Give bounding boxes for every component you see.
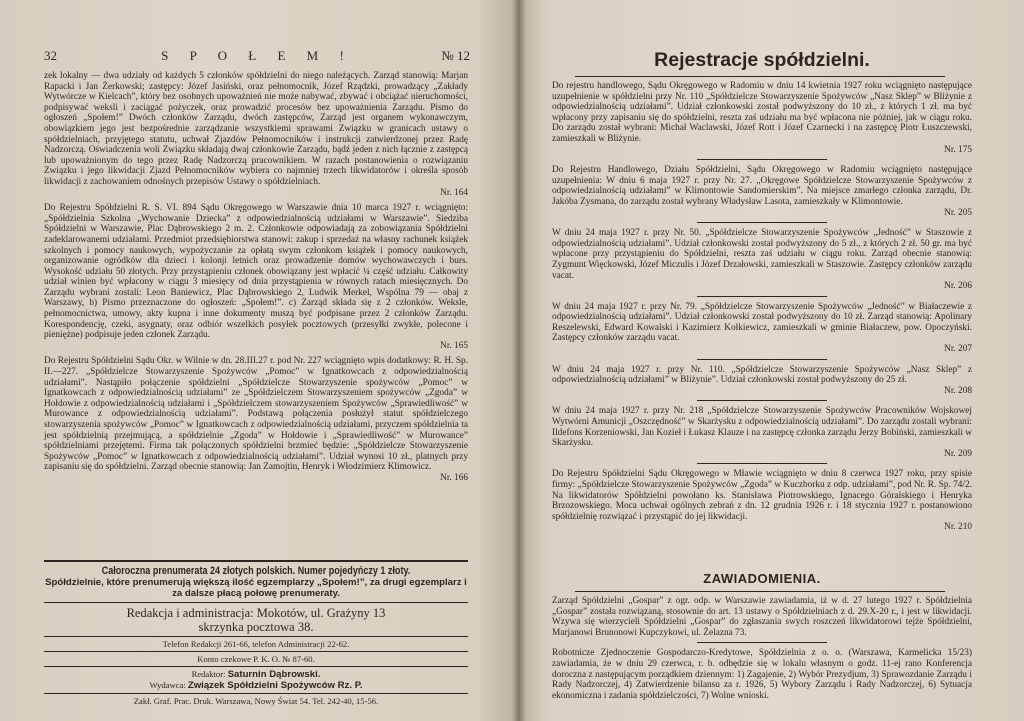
page-title: Rejestracje spółdzielni. — [654, 49, 870, 71]
account-line: Konto czekowe P. K. O. № 87-60. — [44, 651, 468, 664]
editorial-address: Redakcja i administracja: Mokotów, ul. Grażyny 13 — [126, 606, 386, 620]
publisher-name: Związek Spółdzielni Spożywców Rz. P. — [187, 680, 363, 691]
subscription-heading: Całoroczna prenumerata 24 złotych polskich. Numer pojedyńczy 1 złoty. — [101, 565, 411, 577]
left-page-header — [44, 48, 470, 66]
entry-text: Do Rejestru Spółdzielni Sądu Okr. w Wilnie w dn. 28.III.27 r. pod Nr. 227 wciągnięto wpis dodatkowy: R. H. Sp. II.—227. „Spółdzielcze Stowarzyszenie Spożywców „Pomoc” w Ignatkowcach z odpowiedzialnością udziałami”. Nastąpiło połączenie spółdzielni „Spółdzielcze Stowarzyszenie spożywców „Pomoc” w Ignatkowcach z odpowiedzialnością udziałami” ze „Spółdzielczem Stowarzyszeniem spożywców „Zgoda” w Hołdowie z odpowiedzialnością udziałami i „Spółdzielczem stowarzyszeniem Spożywców „Sprawiedliwość” w Murowance z odpowiedzialnością udziałami”. Podstawą połączenia posłużył statut spółdzielczego stowarzyszenia spożywców „Pomoc” w Ignatkowcach z odpowiedzialnością udziałami, przyczem spółdzielnia ta jest spółdzielnią przejmującą, a spółdzielnie „Zgoda” w Hołdowie i „Sprawiedliwość” w Murowance” spółdzielniami przejętemi. Firma tak połączonych spółdzielni brzmieć będzie: „Spółdzielcze Stowarzyszenie Spożywców „Pomoc” w Ignatkowcach z odpowiedzialnością udziałami”. Udział wynosi 10 zł., platnych przy zapisaniu się do spółdzielni. Zarząd obecnie stanowią: Jan Zamojtin, Henryk i Włodzimierz Klimowicz. — [44, 356, 468, 473]
entry-text: W dniu 24 maja 1927 r. przy Nr. 110. „Spółdzielcze Stowarzyszenie Spożywców „Nasz Sklep” z odpowiedzialnością udziałami” w Bliżynie”. Udział członkowski został podwyższony do 25 zł. — [552, 364, 972, 386]
entry-number: Nr. 210 — [944, 522, 972, 533]
subscription-box — [44, 560, 468, 600]
entry-number: Nr. 205 — [944, 207, 972, 218]
register-entry — [44, 356, 468, 483]
printer-line: Zakł. Graf. Prac. Druk. Warszawa, Nowy Świat 54. Tel. 242-40, 15-56. — [44, 693, 468, 706]
entry-separator — [697, 222, 827, 223]
imprint-box — [44, 602, 468, 706]
announcement — [552, 648, 972, 701]
entry-number: Nr. 175 — [944, 144, 972, 155]
entry-number: Nr. 206 — [944, 281, 972, 292]
announcement-text: Robotnicze Zjednoczenie Gospodarczo-Kredytowe, Spółdzielnia z o. o. (Warszawa, Karmelicka 15/23) zawiadamia, że w dniu 29 czerwca, r. b. odbędzie się w lokalu własnym o godz. 11-ej rano Konferencja doroczna z następującym porządkiem dziennym: 1) Zagajenie, 2) Wybór Prezydjum, 3) Sprawozdanie Zarządu i Rady Nadzorczej, 4) Zatwierdzenie bilansu za r. 1926, 5) Wybory Zarządu i Rady Nadzorczej, 6) Sytuacja ekonomiczna i zadania spółdzielczości, 7) Wolne wnioski. — [552, 648, 972, 701]
publisher-line — [44, 680, 468, 691]
telephone-line: Telefon Redakcji 261-66, telefon Administracji 22-62. — [44, 636, 468, 649]
entry-text: W dniu 24 maja 1927 r. przy Nr. 218 „Spółdzielcze Stowarzyszenie Spożywców Pracowników Wojskowej Wytwórni Amunicji „Oszczędność” w Skarżysku z odpowiedzialnością udziałami”. Do zarządu zostali wybrani: Ildefons Korzeniowski, Jan Kozieł i Łukasz Klauze i na zastępcę członka zarządu Jerzy Bobiński, zamieszkali w Skarżysku. — [552, 406, 972, 449]
entry-separator — [697, 359, 827, 360]
editor-label: Redaktor: — [191, 669, 226, 679]
entry-number: Nr. 164 — [440, 187, 468, 198]
entry-separator — [697, 296, 827, 297]
register-entry — [552, 165, 972, 218]
entry-number: Nr. 165 — [440, 340, 468, 351]
announcement-text: Zarząd Spółdzielni „Gospar” z ogr. odp. w Warszawie zawiadamia, iż w d. 27 lutego 1927 r. Spółdzielnia „Gospar” została rozwiązaną, stosownie do art. 13 ustawy o Spółdzielniach z d. 29.X-20 r., i jest w likwidacji. Wzywa się wierzycieli Spółdzielni „Gospar” do zgłaszania swych roszczeń likwidatorowi tejże Spółdzielni, Marjanowi Brunonowi Kupczykowi, ul. Żelazna 73. — [552, 596, 972, 638]
register-entry — [44, 203, 468, 351]
entry-number: Nr. 209 — [944, 448, 972, 459]
right-text-column — [552, 81, 972, 536]
register-entry — [552, 228, 972, 292]
entry-number: Nr. 166 — [440, 472, 468, 483]
announcement — [552, 596, 972, 638]
register-entry — [552, 81, 972, 155]
register-entry — [552, 302, 972, 355]
register-entry — [552, 406, 972, 459]
book-gutter — [512, 0, 526, 721]
announcements-column — [552, 596, 972, 704]
entry-text: W dniu 24 maja 1927 r. przy Nr. 50. „Spółdzielcze Stowarzyszenie Spożywców „Jedność” w Staszowie z odpowiedzialnością udziałami”. Udział członkowski został podwyższony do 5 zł., z których 2 zł. 50 gr. ma być wpłacone przy przystąpieniu do Spółdzielni, reszta zaś udziału w ciągu roku. Zarząd obecnie stanowią: Zygmunt Więckowski, Józef Miczulis i Józef Drzałowski, zamieszkali w Staszowie. Zastępcy członków zarządu vacat. — [552, 228, 972, 281]
register-entry — [552, 469, 972, 533]
publisher-label: Wydawca: — [149, 680, 186, 690]
entry-separator — [697, 400, 827, 401]
editor-line — [44, 666, 468, 680]
register-entry — [552, 365, 972, 397]
entry-number: Nr. 207 — [944, 344, 972, 355]
entry-text: Do rejestru handlowego, Sądu Okręgowego w Radomiu w dniu 14 kwietnia 1927 roku wciągnięto następujące uzupełnienie w spółdzielni przy Nr. 110 „Spółdzielcze Stowarzyszenie Spożywców „Nasz Sklep” w Bliżynie z odpowiedzialnością udziałami”. Udział członkowski został podwyższony do 10 zł., z których 1 zł. ma być wpłacony przy zapisaniu się do spółdzielni, reszta zaś udziału ma być wpłacona nie później, jak w ciągu roku. Do zarządu został wybrani: Michał Waclawski, Józef Rott i Józef Czarnecki i na zastępcę Piotr Łuszczewski, zamieszkali w Bliżynie. — [552, 81, 972, 144]
entry-separator — [697, 159, 827, 160]
editor-name: Saturnin Dąbrowski. — [227, 669, 321, 680]
issue-number: № 12 — [441, 48, 470, 63]
entry-text: Do Rejestru Spółdzielni Sądu Okręgowego w Mławie wciągnięto w dniu 8 czerwca 1927 roku, przy spisie firmy: „Spółdzielcze Stowarzyszenie Spożywców „Zgoda” w Kuczborku z odp. udziałami”, pod Nr. R. Sp. 74/2. Na likwidatorów Spółdzielni powołano ks. Stanisława Piotrowskiego, Ignacego Góralskiego i Henryka Brzozowskiego. Moca uchwał ogólnych zebrań z dn. 12 grudnia 1926 r. i 18 stycznia 1927 r. postanowiono spółdzielnię rozwiązać i przystąpić do jej likwidacji. — [552, 469, 972, 522]
post-box: skrzynka pocztowa 38. — [198, 620, 314, 634]
running-title: S P O Ł E M ! — [161, 48, 353, 63]
entry-number: Nr. 208 — [944, 385, 972, 396]
title-rule — [575, 76, 945, 77]
entry-separator — [697, 463, 827, 464]
left-text-column — [44, 71, 468, 489]
entry-text: zek lokalny — dwa udziały od każdych 5 członków spółdzielni do niego należących. Zarząd stanowią: Marjan Rapacki i Jan Żerkowski; zastępcy: Józef Jasiński, oraz pełnomocnik, Józef Rządzki, prowadzący „Zakłady Wytwórcze w Kielcach”, który bez osobnych upoważnień nie może nabywać, zbywać i obciążać nieruchomości, podpisywać weksli i zaciągać pożyczek, oraz prowadzić procesów bez upoważnienia Zarządu. Pismo do ogłoszeń „Społem!” Dwóch członków Zarządu, dwóch zastępców, Zarząd jest organem wykonawczym, obowiązkiem jego jest bezpośrednie zarządzanie wszystkiemi sprawami Związku w granicach ustawy o spółdzielniach, przyjętego statutu, uchwał Zjazdów Pełnomocników i instrukcji zatwierdzonej przez Radę Nadzorczą. Oświadczenia woli Związku składają dwaj członkowie Zarządu, bądź jeden z nich łącznie z zastępcą lub upoważnionym do tego przez Radę Nadzorczą pracownikiem. W razach postanowienia o rozwiązaniu Związku i jego likwidacji Zjazd Pełnomocników wybiera co najmniej trzech likwidatorów i określa sposób likwidacji z zachowaniem odnośnych przepisów Ustawy o spółdzielniach. — [44, 71, 468, 187]
announcements-heading: ZAWIADOMIENIA. — [703, 571, 821, 586]
page-number: 32 — [44, 48, 57, 63]
entry-text: Do Rejestru Spółdzielni R. S. VI. 894 Sądu Okręgowego w Warszawie dnia 10 marca 1927 r. wciągnięto: „Spółdzielnia Szkolna „Wychowanie Dziecka” z odpowiedzialnością udziałami w Warszawie”. Siedziba Spółdzielni w Warszawie, Plac Dąbrowskiego 2 m. 2. Członkowie odpowiadają za zobowiązania Spółdzielni zadeklarowanemi udziałami. Przedmiot przedsiębiorstwa stanowi: zakup i sprzedaż na własny rachunek książek szkolnych i pomocy naukowych, wypożyczanie za opłatą swym członkom książek i pomocy naukowych, organizowanie ogródków dla dzieci i kolonji letnich oraz prowadzenie domów wychowawczych i burs. Wysokość udziału 50 złotych. Przy przystąpieniu członek obowiązany jest wpłacić ¼ część udziału. Całkowity udział winien być wpłacony w ciągu 3 miesięcy od dnia przystąpienia w równych ratach miesięcznych. Do Zarządu wybrani zostali: Leon Baniewicz, Plac Dąbrowskiego 2, Ludwik Merkel, Wspólna 79 — obaj z Warszawy, b) Pismo przeznaczone do ogłoszeń: „Społem!”. c) Zarząd składa się z 2 członków. Weksle, pełnomocnictwa, umowy, akty kupna i inne dokumenty muszą być podpisane przez 2 członków Zarządu. Korespondencję, czeki, asygnaty, oraz odbiór wszelkich posyłek pocztowych (przesyłki zwykłe, polecone i pieniężne) podpisuje jeden członek Zarządu. — [44, 203, 468, 341]
register-entry — [44, 71, 468, 198]
entry-text: W dniu 24 maja 1927 r. przy Nr. 79. „Spółdzielcze Stowarzyszenie Spożywców „Jedność” w Białaczewie z odpowiedzialnością udziałami”. Udział członkowski został podwyższony do 10 zł. Zarząd stanowią: Apolinary Reszelewski, Edward Kowalski i Kazimierz Kołkiewicz, zamieszkali w gminie Białaczew, pow. Opoczyński. Zastępcy członków zarządu vacat. — [552, 301, 972, 344]
announcements-rule — [575, 591, 945, 592]
entry-separator — [697, 642, 827, 643]
subscription-text: Spółdzielnie, które prenumerują większą ilość egzemplarzy „Społem!”, za drugi egzemplarz i za dalsze płacą połowę prenumeraty. — [45, 577, 467, 599]
entry-text: Do Rejestru Handlowego, Działu Spółdzielni, Sądu Okręgowego w Radomiu wciągnięto następujące uzupełnienia: W dniu 6 maja 1927 r. przy Nr. 27. „Okręgowe Spółdzielcze Stowarzyszenie Spożywców z odpowiedzialnością udziałami” w Klimontowie Sandomierskim”. Na miejsce zmarłego członka zarządu, Dr. Jakóba Zysmana, do zarządu został wybrany Władysław Lasota, zamieszkały w Klimontowie. — [552, 165, 972, 207]
